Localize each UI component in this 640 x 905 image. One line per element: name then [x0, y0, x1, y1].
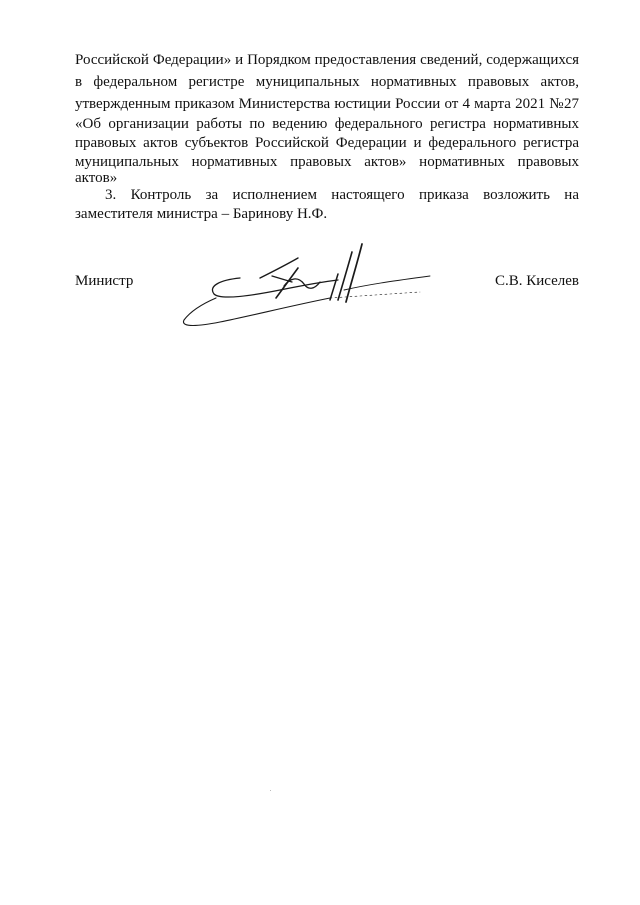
- paragraph-line: актов»: [75, 170, 118, 186]
- scan-speck: [270, 790, 271, 791]
- paragraph-line: заместителя министра – Баринову Н.Ф.: [75, 206, 328, 222]
- signatory-name: С.В. Киселев: [494, 273, 579, 289]
- paragraph-line: муниципальных нормативных правовых актов» нормативных правовых: [75, 154, 579, 170]
- paragraph-line: в федеральном регистре муниципальных нормативных правовых актов,: [75, 74, 579, 90]
- paragraph-line: 3. Контроль за исполнением настоящего приказа возложить на: [105, 187, 579, 203]
- handwritten-signature: [180, 240, 435, 335]
- signatory-role: Министр: [75, 273, 134, 289]
- paragraph-line: правовых актов субъектов Российской Федерации и федерального регистра: [75, 135, 579, 151]
- paragraph-line: утвержденным приказом Министерства юстиции России от 4 марта 2021 №27: [75, 96, 579, 112]
- paragraph-line: «Об организации работы по ведению федерального регистра нормативных: [75, 116, 579, 132]
- paragraph-line: Российской Федерации» и Порядком предоставления сведений, содержащихся: [75, 52, 579, 68]
